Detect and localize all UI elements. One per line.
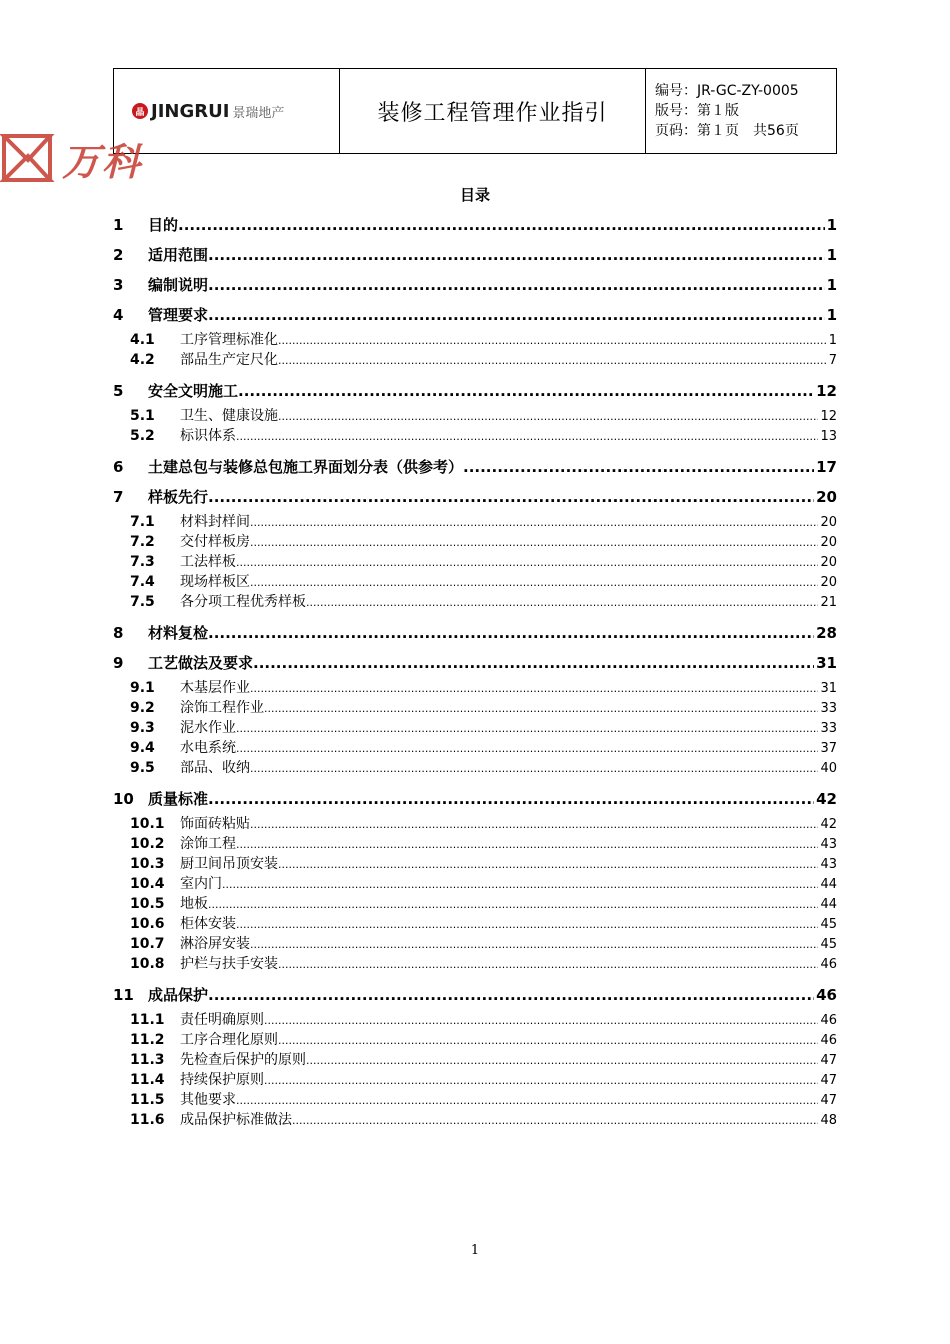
toc-entry-page: 46 xyxy=(816,986,837,1004)
logo-text: JINGRUI xyxy=(151,100,230,122)
toc-dot-leader xyxy=(208,270,825,300)
toc-entry-label: 先检查后保护的原则 xyxy=(180,1052,306,1068)
toc-entry-label: 土建总包与装修总包施工界面划分表（供参考） xyxy=(148,458,464,476)
toc-subentry[interactable] xyxy=(113,1010,837,1030)
toc-entry-number: 10.6 xyxy=(130,916,165,932)
toc-entry-label: 编制说明 xyxy=(148,276,209,294)
toc-entry-number: 4.2 xyxy=(130,352,155,368)
toc-entry-label: 工艺做法及要求 xyxy=(148,654,254,672)
toc-subentry[interactable] xyxy=(113,1050,837,1070)
toc-entry-page: 20 xyxy=(816,488,837,506)
document-title: 装修工程管理作业指引 xyxy=(340,69,646,153)
toc-dot-leader xyxy=(236,738,818,758)
toc-entry-page: 42 xyxy=(816,790,837,808)
watermark xyxy=(0,130,142,186)
toc-dot-leader xyxy=(208,784,814,814)
toc-entry-page: 12 xyxy=(820,409,837,424)
document-info xyxy=(646,69,836,153)
toc-dot-leader xyxy=(306,1050,818,1070)
toc-entry-label: 饰面砖粘贴 xyxy=(180,816,250,832)
toc-entry-number: 5.2 xyxy=(130,428,155,444)
toc-dot-leader xyxy=(222,874,818,894)
toc-entry-label: 持续保护原则 xyxy=(180,1072,264,1088)
toc-entry-label: 成品保护 xyxy=(148,986,209,1004)
toc-entry-label: 厨卫间吊顶安装 xyxy=(180,856,278,872)
toc-entry-page: 7 xyxy=(828,353,837,368)
toc-subentry[interactable] xyxy=(113,814,837,834)
toc-entry[interactable] xyxy=(113,376,837,406)
toc-entry-number: 2 xyxy=(113,246,124,264)
toc-entry-page: 1 xyxy=(826,306,837,324)
toc-entry-label: 交付样板房 xyxy=(180,534,250,550)
toc-entry-number: 10.5 xyxy=(130,896,165,912)
toc-entry-page: 33 xyxy=(820,701,837,716)
toc-subentry[interactable] xyxy=(113,512,837,532)
toc-entry-label: 水电系统 xyxy=(180,740,236,756)
toc-dot-leader xyxy=(236,914,818,934)
document-code: 编号：JR-GC-ZY-0005 xyxy=(655,83,799,99)
toc-entry-page: 13 xyxy=(820,429,837,444)
toc-entry-page: 31 xyxy=(820,681,837,696)
toc-entry-page: 20 xyxy=(820,535,837,550)
toc-dot-leader xyxy=(306,592,818,612)
toc-entry-number: 9.1 xyxy=(130,680,155,696)
toc-subentry[interactable] xyxy=(113,854,837,874)
toc-entry-number: 10.2 xyxy=(130,836,165,852)
toc-entry-label: 木基层作业 xyxy=(180,680,250,696)
toc-entry-number: 6 xyxy=(113,458,124,476)
toc-entry-label: 成品保护标准做法 xyxy=(180,1112,292,1128)
toc-entry[interactable] xyxy=(113,784,837,814)
watermark-text: 万科 xyxy=(62,139,143,184)
toc-entry-label: 工序管理标准化 xyxy=(180,332,278,348)
toc-entry-number: 4 xyxy=(113,306,124,324)
toc-entry-number: 9.4 xyxy=(130,740,155,756)
toc-subentry[interactable] xyxy=(113,572,837,592)
toc-entry-page: 43 xyxy=(820,857,837,872)
toc-subentry[interactable] xyxy=(113,894,837,914)
toc-entry-label: 涂饰工程 xyxy=(180,836,236,852)
toc-entry[interactable] xyxy=(113,270,837,300)
toc-entry-number: 10.1 xyxy=(130,816,165,832)
toc-dot-leader xyxy=(208,240,825,270)
toc-entry-label: 部品、收纳 xyxy=(180,760,250,776)
toc-dot-leader xyxy=(278,1030,818,1050)
toc-entry-page: 1 xyxy=(828,333,837,348)
toc-entry[interactable] xyxy=(113,980,837,1010)
toc-entry-label: 责任明确原则 xyxy=(180,1012,264,1028)
toc-entry-page: 48 xyxy=(820,1113,837,1128)
toc-dot-leader xyxy=(250,532,818,552)
toc-entry-number: 7.2 xyxy=(130,534,155,550)
toc-dot-leader xyxy=(236,426,818,446)
toc-dot-leader xyxy=(238,376,814,406)
toc-dot-leader xyxy=(236,834,818,854)
toc-entry-page: 1 xyxy=(826,216,837,234)
toc-entry-number: 5 xyxy=(113,382,124,400)
toc-entry-page: 45 xyxy=(820,937,837,952)
toc-entry-label: 地板 xyxy=(180,896,208,912)
toc-entry[interactable] xyxy=(113,300,837,330)
toc-subentry[interactable] xyxy=(113,874,837,894)
toc-entry-page: 47 xyxy=(820,1093,837,1108)
toc-entry-page: 20 xyxy=(820,575,837,590)
toc-entry-number: 7.1 xyxy=(130,514,155,530)
toc-subentry[interactable] xyxy=(113,1110,837,1130)
toc-entry-number: 3 xyxy=(113,276,124,294)
toc-entry-page: 46 xyxy=(820,1013,837,1028)
company-logo xyxy=(114,69,340,153)
toc-entry-number: 11.4 xyxy=(130,1072,165,1088)
toc-subentry[interactable] xyxy=(113,914,837,934)
toc-entry-label: 室内门 xyxy=(180,876,222,892)
document-version: 版号：第１版 xyxy=(655,103,739,119)
toc-subentry[interactable] xyxy=(113,426,837,446)
toc-entry-page: 42 xyxy=(820,817,837,832)
toc-subentry[interactable] xyxy=(113,678,837,698)
toc-dot-leader xyxy=(253,648,814,678)
toc-subentry[interactable] xyxy=(113,592,837,612)
toc-entry-number: 11.6 xyxy=(130,1112,165,1128)
toc-entry-page: 31 xyxy=(816,654,837,672)
toc-entry-number: 7 xyxy=(113,488,124,506)
toc-entry-page: 44 xyxy=(820,897,837,912)
toc-entry[interactable] xyxy=(113,210,837,240)
page-number: 1 xyxy=(470,1243,480,1258)
toc-subentry[interactable] xyxy=(113,758,837,778)
toc-subentry[interactable] xyxy=(113,350,837,370)
toc-entry-number: 10.4 xyxy=(130,876,165,892)
toc-entry[interactable] xyxy=(113,482,837,512)
toc-entry-page: 45 xyxy=(820,917,837,932)
toc-dot-leader xyxy=(264,1010,818,1030)
toc-dot-leader xyxy=(208,980,814,1010)
toc-entry-page: 46 xyxy=(820,1033,837,1048)
toc-entry-number: 8 xyxy=(113,624,124,642)
toc-entry-number: 7.3 xyxy=(130,554,155,570)
toc-entry-page: 1 xyxy=(826,276,837,294)
toc-entry-label: 泥水作业 xyxy=(180,720,236,736)
toc-entry-number: 10.8 xyxy=(130,956,165,972)
toc-dot-leader xyxy=(236,1090,818,1110)
toc-entry-page: 47 xyxy=(820,1053,837,1068)
toc-entry-page: 17 xyxy=(816,458,837,476)
toc-entry-page: 21 xyxy=(820,595,837,610)
toc-entry-number: 10 xyxy=(113,790,134,808)
toc-entry-page: 20 xyxy=(820,515,837,530)
toc-entry-number: 9 xyxy=(113,654,124,672)
toc-entry-label: 其他要求 xyxy=(180,1092,236,1108)
toc-entry-label: 部品生产定尺化 xyxy=(180,352,278,368)
logo-chinese-name: 景瑞地产 xyxy=(232,105,285,121)
toc-dot-leader xyxy=(250,512,818,532)
toc-entry-number: 4.1 xyxy=(130,332,155,348)
toc-dot-leader xyxy=(278,406,818,426)
toc-entry-page: 44 xyxy=(820,877,837,892)
toc-subentry[interactable] xyxy=(113,1070,837,1090)
document-page-count: 页码：第１页 共56页 xyxy=(655,123,799,139)
toc-subentry[interactable] xyxy=(113,552,837,572)
toc-entry-page: 47 xyxy=(820,1073,837,1088)
toc-dot-leader xyxy=(278,330,827,350)
toc-entry-page: 20 xyxy=(820,555,837,570)
toc-entry-number: 11.1 xyxy=(130,1012,165,1028)
toc-entry-number: 1 xyxy=(113,216,124,234)
toc-entry-page: 43 xyxy=(820,837,837,852)
toc-entry-label: 涂饰工程作业 xyxy=(180,700,264,716)
toc-dot-leader xyxy=(208,300,825,330)
toc-entry-page: 28 xyxy=(816,624,837,642)
toc-entry-number: 11.2 xyxy=(130,1032,165,1048)
toc-subentry[interactable] xyxy=(113,1030,837,1050)
toc-entry-number: 7.5 xyxy=(130,594,155,610)
toc-entry-label: 护栏与扶手安装 xyxy=(180,956,278,972)
toc-dot-leader xyxy=(264,698,818,718)
toc-entry-page: 33 xyxy=(820,721,837,736)
toc-dot-leader xyxy=(250,678,818,698)
toc-entry-label: 样板先行 xyxy=(148,488,209,506)
toc-dot-leader xyxy=(250,814,818,834)
toc-subentry[interactable] xyxy=(113,698,837,718)
toc-entry-label: 材料封样间 xyxy=(180,514,250,530)
toc-entry-label: 适用范围 xyxy=(148,246,209,264)
toc-entry-number: 7.4 xyxy=(130,574,155,590)
toc-entry-number: 10.3 xyxy=(130,856,165,872)
toc-entry-label: 安全文明施工 xyxy=(148,382,239,400)
toc-subentry[interactable] xyxy=(113,532,837,552)
toc-subentry[interactable] xyxy=(113,834,837,854)
toc-entry-label: 卫生、健康设施 xyxy=(180,408,278,424)
toc-dot-leader xyxy=(208,482,814,512)
document-header xyxy=(113,68,837,154)
toc-entry-label: 管理要求 xyxy=(148,306,209,324)
toc-entry[interactable] xyxy=(113,452,837,482)
toc-dot-leader xyxy=(278,854,818,874)
toc-dot-leader xyxy=(463,452,814,482)
toc-entry-page: 1 xyxy=(826,246,837,264)
toc-dot-leader xyxy=(178,210,825,240)
toc-dot-leader xyxy=(236,552,818,572)
toc-entry-number: 9.3 xyxy=(130,720,155,736)
toc-entry-number: 10.7 xyxy=(130,936,165,952)
toc-entry-page: 12 xyxy=(816,382,837,400)
table-of-contents xyxy=(113,210,837,1130)
toc-entry-label: 柜体安装 xyxy=(180,916,236,932)
toc-dot-leader xyxy=(264,1070,818,1090)
toc-entry-page: 37 xyxy=(820,741,837,756)
toc-dot-leader xyxy=(278,954,818,974)
toc-entry-number: 9.2 xyxy=(130,700,155,716)
toc-entry-label: 工法样板 xyxy=(180,554,236,570)
toc-dot-leader xyxy=(208,894,818,914)
toc-entry-number: 11 xyxy=(113,986,134,1004)
toc-dot-leader xyxy=(278,350,827,370)
toc-entry-label: 各分项工程优秀样板 xyxy=(180,594,306,610)
toc-dot-leader xyxy=(292,1110,818,1130)
toc-entry-label: 目的 xyxy=(148,216,179,234)
toc-dot-leader xyxy=(250,934,818,954)
toc-title: 目录 xyxy=(459,186,490,204)
toc-subentry[interactable] xyxy=(113,718,837,738)
toc-entry-label: 质量标准 xyxy=(148,790,209,808)
toc-entry-page: 40 xyxy=(820,761,837,776)
toc-entry-page: 46 xyxy=(820,957,837,972)
toc-entry-number: 9.5 xyxy=(130,760,155,776)
toc-subentry[interactable] xyxy=(113,406,837,426)
toc-subentry[interactable] xyxy=(113,954,837,974)
toc-entry-label: 工序合理化原则 xyxy=(180,1032,278,1048)
toc-entry-number: 11.5 xyxy=(130,1092,165,1108)
toc-subentry[interactable] xyxy=(113,330,837,350)
toc-entry-number: 5.1 xyxy=(130,408,155,424)
toc-entry[interactable] xyxy=(113,240,837,270)
toc-subentry[interactable] xyxy=(113,934,837,954)
toc-entry[interactable] xyxy=(113,648,837,678)
toc-entry-label: 现场样板区 xyxy=(180,574,250,590)
toc-entry-label: 淋浴屏安装 xyxy=(180,936,250,952)
toc-dot-leader xyxy=(250,572,818,592)
logo-mark-icon: 晶 xyxy=(132,103,148,119)
toc-dot-leader xyxy=(236,718,818,738)
toc-entry-number: 11.3 xyxy=(130,1052,165,1068)
toc-dot-leader xyxy=(250,758,818,778)
toc-subentry[interactable] xyxy=(113,738,837,758)
toc-entry-label: 材料复检 xyxy=(148,624,209,642)
toc-dot-leader xyxy=(208,618,814,648)
toc-entry-label: 标识体系 xyxy=(180,428,236,444)
watermark-logo-icon xyxy=(0,130,56,186)
toc-entry[interactable] xyxy=(113,618,837,648)
toc-subentry[interactable] xyxy=(113,1090,837,1110)
